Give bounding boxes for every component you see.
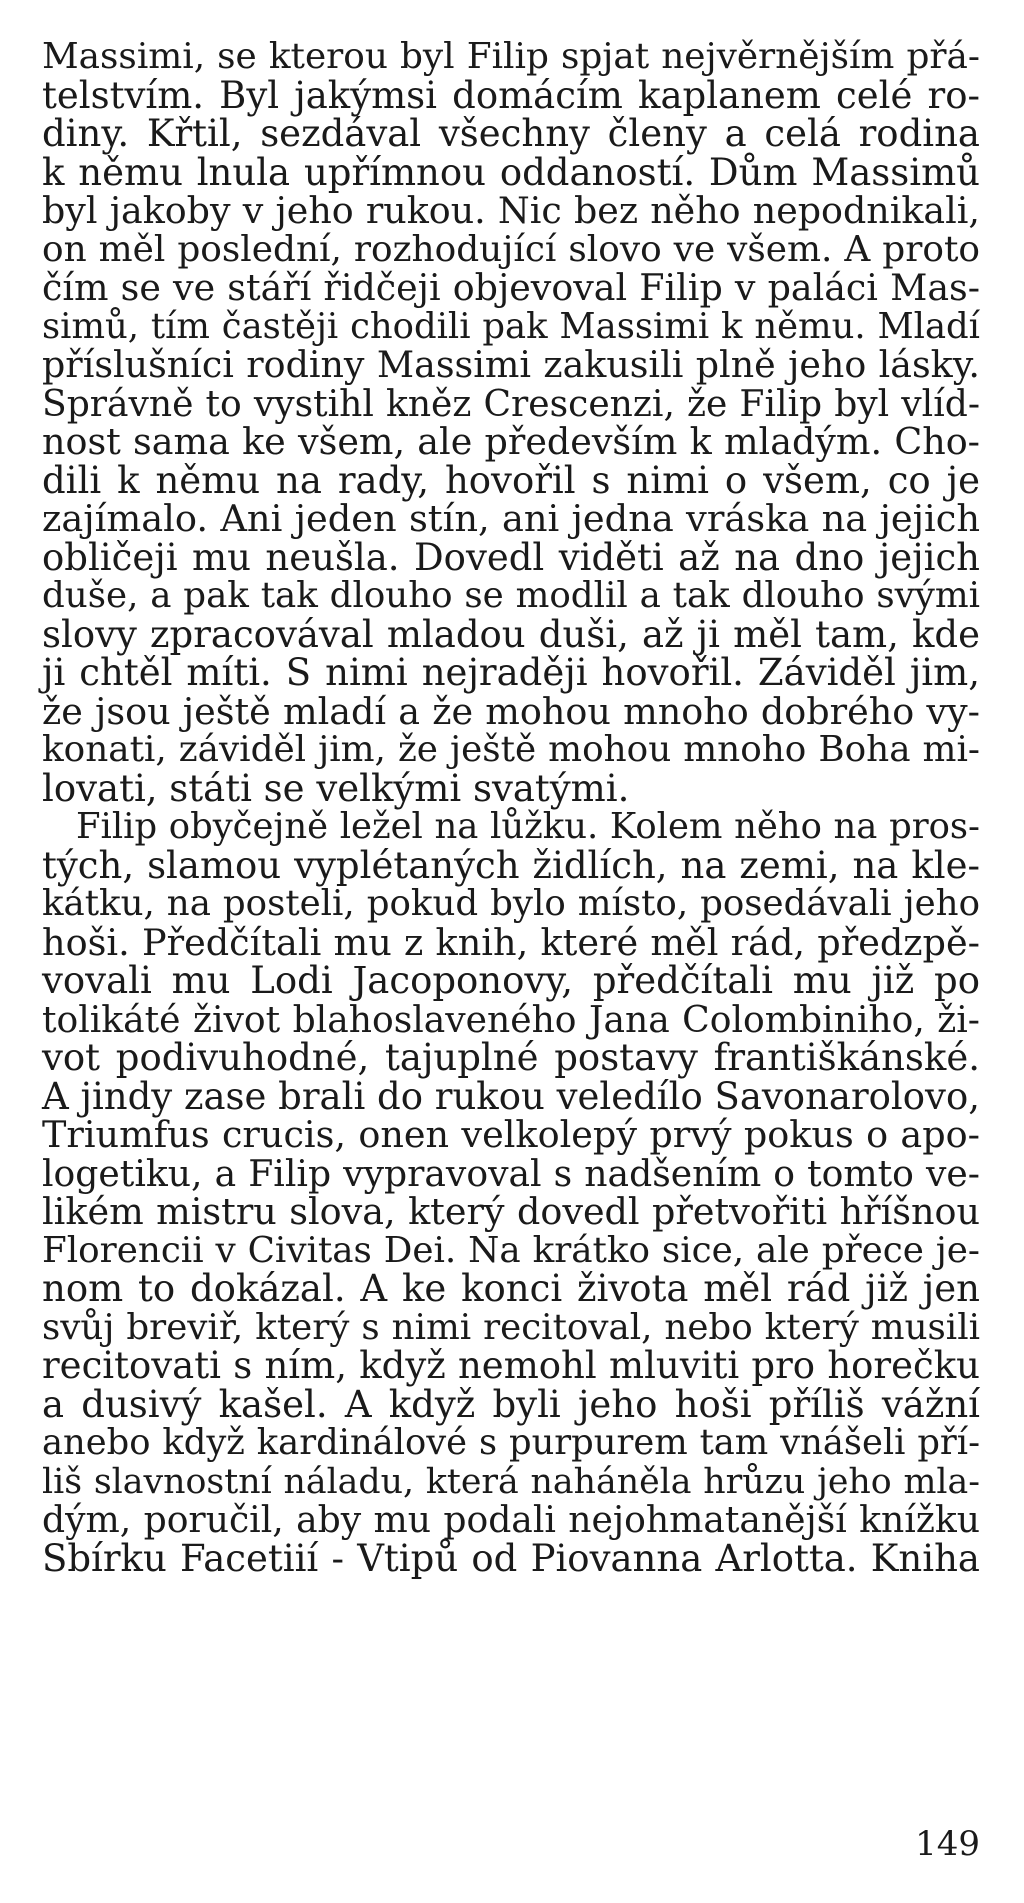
text-line: on měl poslední, rozhodující slovo ve všem. A proto xyxy=(42,228,980,270)
text-line: simů, tím častěji chodili pak Massimi k němu. Mladí xyxy=(42,305,980,347)
text-line: slovy zpracovával mladou duši, až ji měl tam, kde xyxy=(42,612,980,656)
text-line: Filip obyčejně ležel na lůžku. Kolem něho na pros- xyxy=(76,806,980,847)
text-line: vot podivuhodné, tajuplné postavy františkánské. xyxy=(42,1036,980,1079)
page-number: 149 xyxy=(915,1824,980,1864)
text-line: likém mistru slova, který dovedl přetvořiti hříšnou xyxy=(42,1190,980,1233)
text-line: dým, poručil, aby mu podali nejohmatanější knížku xyxy=(42,1498,980,1541)
text-line: anebo když kardinálové s purpurem tam vnášeli pří- xyxy=(42,1422,980,1463)
text-line: nom to dokázal. A ke konci života měl rád již jen xyxy=(42,1267,980,1310)
text-line: vovali mu Lodi Jacoponovy, předčítali mu již po xyxy=(42,959,980,1002)
text-line: konati, záviděl jim, že ještě mohou mnoho Boha mi- xyxy=(42,729,980,770)
text-line: recitovati s ním, když nemohl mluviti pro horečku xyxy=(42,1344,980,1387)
text-line: obličeji mu neušla. Dovedl viděti až na dno jejich xyxy=(42,535,980,579)
text-line: že jsou ještě mladí a že mohou mnoho dobrého vy- xyxy=(42,689,980,733)
text-line: Triumfus crucis, onen velkolepý prvý pokus o apo- xyxy=(42,1113,980,1156)
text-line: kátku, na posteli, pokud bylo místo, posedávali jeho xyxy=(42,883,980,924)
text-line: tolikáté život blahoslaveného Jana Colombiniho, ži- xyxy=(42,998,980,1041)
text-line: svůj breviř, který s nimi recitoval, nebo který musili xyxy=(42,1306,980,1348)
text-line: liš slavnostní náladu, která naháněla hrůzu jeho mla- xyxy=(42,1461,980,1502)
text-line: příslušníci rodiny Massimi zakusili plně jeho lásky. xyxy=(42,343,980,386)
text-line: duše, a pak tak dlouho se modlil a tak dlouho svými xyxy=(42,575,980,616)
body-text xyxy=(42,38,980,1578)
text-line: hoši. Předčítali mu z knih, které měl rád, předzpě- xyxy=(42,920,980,964)
text-line: A jindy zase brali do rukou veledílo Savonarolovo, xyxy=(42,1074,980,1118)
text-line: telstvím. Byl jakýmsi domácím kaplanem celé ro- xyxy=(42,73,980,117)
text-line: nost sama ke všem, ale především k mladým. Cho- xyxy=(42,420,980,463)
text-line: Správně to vystihl kněz Crescenzi, že Filip byl vlíd- xyxy=(42,382,980,425)
text-line: lovati, státi se velkými svatými. xyxy=(42,766,630,810)
text-line: a dusivý kašel. A když byli jeho hoši příliš vážní xyxy=(42,1382,980,1426)
text-line: logetiku, a Filip vypravoval s nadšením o tomto ve- xyxy=(42,1151,980,1195)
text-line: tých, slamou vyplétaných židlích, na zemi, na kle- xyxy=(42,843,980,887)
text-line: zajímalo. Ani jeden stín, ani jedna vráska na jejich xyxy=(42,497,980,540)
text-line: diny. Křtil, sezdával všechny členy a celá rodina xyxy=(42,112,980,155)
text-line: Sbírku Facetiií - Vtipů od Piovanna Arlotta. Kniha xyxy=(42,1536,980,1580)
text-line: k němu lnula upřímnou oddaností. Dům Massimů xyxy=(42,150,980,194)
text-line: byl jakoby v jeho rukou. Nic bez něho nepodnikali, xyxy=(42,189,980,232)
text-line: ji chtěl míti. S nimi nejraději hovořil. Záviděl jim, xyxy=(42,651,980,694)
text-line: Massimi, se kterou byl Filip spjat nejvěrnějším přá- xyxy=(42,36,980,77)
text-line: Florencii v Civitas Dei. Na krátko sice, ale přece je- xyxy=(42,1229,980,1271)
text-line: dili k němu na rady, hovořil s nimi o všem, co je xyxy=(42,458,980,502)
text-line: čím se ve stáří řidčeji objevoval Filip v paláci Mas- xyxy=(42,266,980,309)
